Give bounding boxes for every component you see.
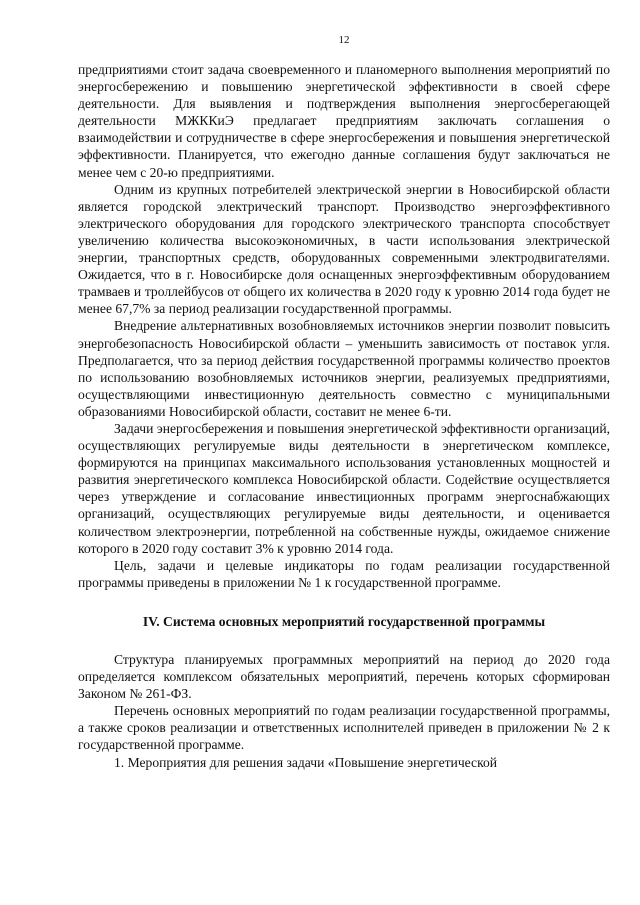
- page-number: 12: [338, 34, 350, 46]
- paragraph-renewable-energy: Внедрение альтернативных возобновляемых источников энергии позволит повысить энергобезопасность Новосибирской области – уменьшить зависимость от поставок угля. Предполагается, что за период действия государственной программы количество проектов по использованию возобновляемых источников энергии, реализуемых предприятиями, осуществляющими инвестиционную деятельность совместно с муниципальными образованиями Новосибирской области, составит не менее 6-ти.: [78, 318, 610, 419]
- paragraph-continued: предприятиями стоит задача своевременного и планомерного выполнения мероприятий по энергосбережению и повышению энергетической эффективности в своей сфере деятельности. Для выявления и подтверждения выполнения энергосберегающей деятельности МЖККиЭ предлагает предприятиям заключать соглашения о взаимодействии и сотрудничестве в сфере энергосбережения и повышения энергетической эффективности. Планируется, что ежегодно данные соглашения будут заключаться не менее чем с 20-ю предприятиями.: [78, 62, 610, 180]
- paragraph-structure: Структура планируемых программных мероприятий на период до 2020 года определяется комплексом обязательных мероприятий, перечень которых сформирован Законом № 261-ФЗ.: [78, 652, 610, 702]
- paragraph-targets-reference: Цель, задачи и целевые индикаторы по годам реализации государственной программы приведены в приложении № 1 к государственной программе.: [78, 557, 610, 590]
- paragraph-task-one: 1. Мероприятия для решения задачи «Повышение энергетической: [114, 754, 498, 770]
- paragraph-measures-list: Перечень основных мероприятий по годам реализации государственной программы, а также сроков реализации и ответственных исполнителей приведен в приложении № 2 к государственной программе.: [78, 703, 610, 753]
- paragraph-energy-complex: Задачи энергосбережения и повышения энергетической эффективности организаций, осуществляющих регулируемые виды деятельности в энергетическом комплексе, формируются на принципах максимального использования установленных мощностей и развития энергетического комплекса Новосибирской области. Содействие осуществляется через утверждение и согласование инвестиционных программ энергоснабжающих организаций, осуществляющих регулируемые виды деятельности, и оценивается количеством электроэнергии, потребленной на собственные нужды, ожидаемое снижение которого в 2020 году составит 3% к уровню 2014 года.: [78, 420, 610, 556]
- section-heading: IV. Система основных мероприятий государственной программы: [142, 613, 546, 629]
- paragraph-electric-transport: Одним из крупных потребителей электрической энергии в Новосибирской области является городской электрический транспорт. Производство энергоэффективного электрического оборудования для городского электрического транспорта способствует увеличению количества высокоэкономичных, в части использования электрической энергии, транспортных средств, оборудованных современными электродвигателями. Ожидается, что в г. Новосибирске доля оснащенных энергоэффективным оборудованием трамваев и троллейбусов от общего их количества в 2020 году к уровню 2014 года будет не менее 67,7% за период реализации государственной программы.: [78, 181, 610, 317]
